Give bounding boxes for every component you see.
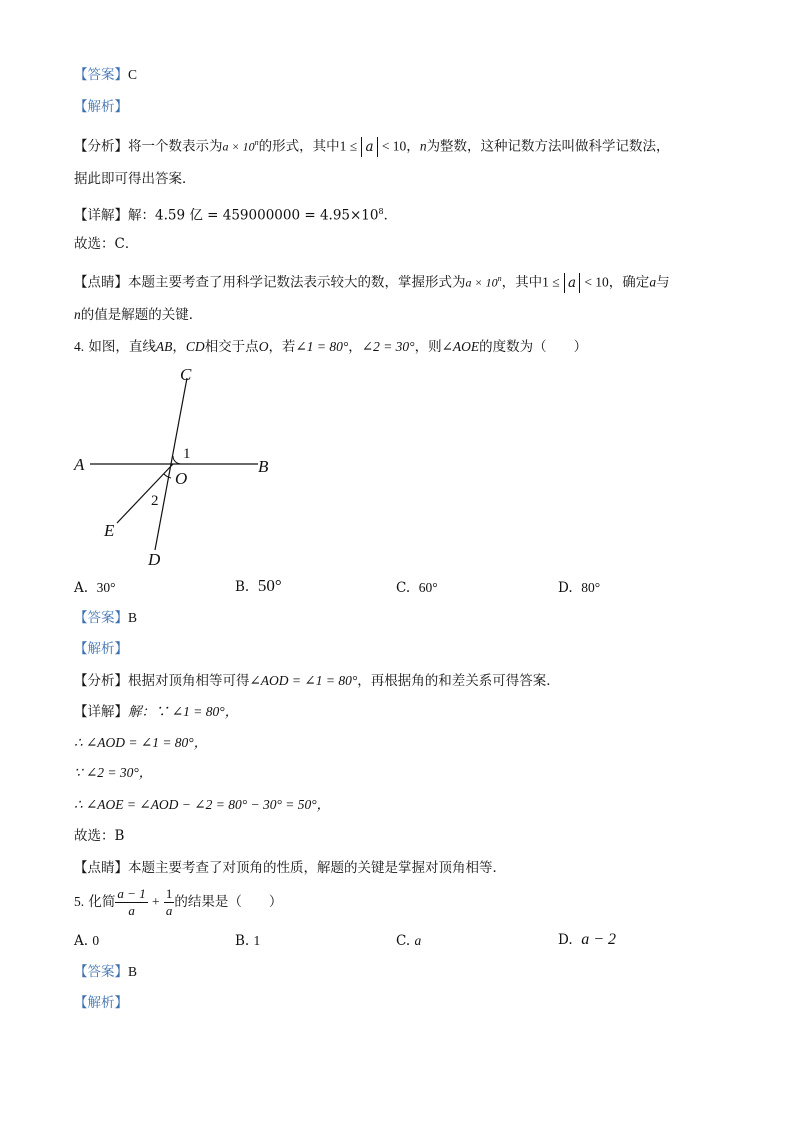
q3-dianjing-exp: n	[497, 274, 502, 283]
q4-option-b-value: 50°	[257, 576, 282, 595]
angle-1-arc	[173, 456, 181, 464]
q4-option-a-value: 30°	[96, 580, 116, 595]
q5-answer-value: B	[128, 964, 138, 979]
q3-fenxi-abs: a	[361, 137, 377, 157]
q4-stem-e: ，	[348, 339, 362, 355]
q3-detail-label: 详解	[87, 207, 115, 224]
q3-fenxi-line: 【分析】将一个数表示为$a \times 10^n$的形式，其中1 ≤ a < 10，n为整数，这种记数方法叫做科学记数法，	[74, 138, 670, 155]
q4-fenxi-text-a: 根据对顶角相等可得	[128, 673, 250, 689]
q3-fenxi-range-hi: < 10，	[381, 138, 420, 154]
q3-detail-end: ．	[383, 207, 398, 224]
label-b: B	[258, 457, 269, 476]
q5-frac1-num: a − 1	[117, 886, 146, 901]
q3-choice-line: 故选：C．	[74, 236, 139, 252]
q3-analysis-label: 解析	[87, 99, 115, 115]
q3-dianjing-abs: a	[564, 273, 580, 293]
q4-stem-cd: CD	[185, 339, 205, 354]
q3-answer-line: 【答案】C	[74, 67, 138, 83]
q4-option-c	[396, 579, 438, 597]
q5-fraction-1	[115, 886, 147, 919]
q4-stem-o: O	[258, 339, 269, 354]
q3-fenxi-line2: 据此即可得出答案．	[74, 171, 196, 187]
q4-stem-ab: AB	[155, 339, 173, 354]
q5-stem-num: 5.	[74, 894, 85, 909]
q5-option-a-value: 0	[92, 933, 100, 948]
label-a: A	[74, 455, 85, 474]
q3-fenxi-range-lo: 1 ≤	[339, 138, 358, 154]
q5-option-b	[235, 932, 260, 950]
q5-option-b-value: 1	[253, 933, 261, 948]
q5-frac2-num: 1	[165, 886, 173, 901]
q4-stem-num: 4.	[74, 339, 85, 354]
q4-stem-aoe: ∠AOE	[441, 339, 480, 354]
q4-option-d-key: D.	[558, 580, 573, 596]
q3-dianjing-line2-text: 的值是解题的关键．	[80, 307, 203, 323]
ray-oe	[117, 464, 173, 523]
q4-option-a	[74, 579, 116, 597]
q4-analysis-heading: 【解析】	[74, 641, 128, 657]
q4-fenxi-label: 分析	[87, 673, 115, 689]
q4-detail-line3: ∵ ∠2 = 30°，	[74, 765, 153, 780]
q4-choice-line: 故选：B	[74, 828, 125, 844]
q3-dianjing-text-c: 与	[656, 274, 670, 291]
q4-stem-angle2: ∠2 = 30°	[361, 339, 415, 354]
q4-stem-c: 相交于点	[204, 339, 259, 355]
q4-stem	[74, 338, 587, 356]
q4-fenxi-text-b: ，再根据角的和差关系可得答案．	[357, 673, 560, 689]
q5-option-a	[74, 932, 99, 950]
q3-fenxi-text-a: 将一个数表示为	[128, 138, 223, 155]
q5-frac2-den: a	[165, 903, 173, 918]
q3-dianjing-range-lo: 1 ≤	[542, 274, 560, 290]
label-e: E	[104, 521, 115, 540]
q4-detail-line1: 【详解】解：∵ ∠1 = 80°，	[74, 704, 239, 720]
q4-option-d-value: 80°	[581, 580, 601, 595]
label-d: D	[148, 550, 161, 569]
q3-detail-exp: 8	[378, 207, 384, 216]
q4-dianjing-text: 本题主要考查了对顶角的性质，解题的关键是掌握对顶角相等．	[128, 860, 506, 876]
q4-option-b	[235, 577, 282, 596]
q3-dianjing-range-hi: < 10，确定	[584, 274, 650, 290]
label-c: C	[180, 365, 192, 384]
q3-dianjing-text-b: ，其中	[501, 274, 543, 291]
q4-stem-f: ，则	[414, 339, 442, 355]
q3-fenxi-text-b: 的形式，其中	[258, 138, 340, 155]
q5-option-c-value: a	[414, 933, 422, 948]
q5-fraction-2	[164, 886, 175, 919]
q4-stem-d: ，若	[268, 339, 296, 355]
q5-answer-label: 答案	[87, 964, 115, 980]
q3-dianjing-line: 【点睛】本题主要考查了用科学记数法表示较大的数，掌握形式为$a \times 10^n$，其中1 ≤ a < 10，确定a与	[74, 274, 670, 291]
q3-detail-text: 解：4.59 亿 = 459000000 = 4.95×10	[128, 207, 379, 224]
q4-dianjing-line: 【点睛】本题主要考查了对顶角的性质，解题的关键是掌握对顶角相等．	[74, 860, 506, 876]
label-o: O	[175, 469, 188, 488]
q4-stem-angle1: ∠1 = 80°	[295, 339, 349, 354]
q4-detail-label: 详解	[87, 704, 115, 720]
q3-answer-value: C	[128, 67, 138, 82]
q4-geometry-figure	[70, 360, 290, 575]
q5-option-d	[558, 931, 616, 949]
q3-dianjing-label: 点睛	[87, 274, 115, 291]
q5-option-c-key: C.	[396, 933, 411, 949]
q3-dianjing-line2-n: n	[74, 307, 81, 322]
q5-option-d-value: a − 2	[581, 931, 617, 948]
q4-answer-value: B	[128, 610, 138, 625]
q5-option-d-key: D.	[558, 932, 573, 948]
q5-stem	[74, 884, 282, 920]
q5-frac1-den: a	[128, 903, 135, 918]
q5-analysis-heading: 【解析】	[74, 995, 128, 1011]
q3-fenxi-text-c: 为整数，这种记数方法叫做科学记数法，	[426, 138, 670, 155]
q5-option-a-key: A.	[74, 933, 89, 949]
q3-detail-line: 【详解】解：4.59 亿 = $459000000 = 4.95\times 10^8$．	[74, 207, 398, 224]
q3-analysis-heading: 【解析】	[74, 99, 128, 115]
q5-option-c	[396, 932, 421, 950]
q3-fenxi-sci: a × 10	[222, 139, 255, 154]
q3-dianjing-text-a: 本题主要考查了用科学记数法表示较大的数，掌握形式为	[128, 274, 466, 291]
label-1: 1	[183, 446, 191, 462]
q5-option-b-key: B.	[235, 933, 250, 949]
q4-option-a-key: A.	[74, 580, 89, 596]
q4-option-b-key: B.	[235, 579, 250, 595]
q5-stem-b: 的结果是（ ）	[174, 894, 283, 910]
q3-answer-label: 答案	[87, 67, 115, 83]
q3-fenxi-exp: n	[254, 138, 259, 147]
q5-plus: +	[152, 894, 160, 909]
label-2: 2	[151, 493, 159, 509]
q4-answer-label: 答案	[87, 610, 115, 626]
q3-fenxi-n: n	[419, 138, 427, 154]
q3-fenxi-label: 分析	[87, 138, 115, 155]
q4-stem-b: ，	[172, 339, 186, 355]
q3-dianjing-a: a	[649, 274, 657, 290]
q5-stem-a: 化简	[88, 894, 116, 910]
q4-fenxi-eq: ∠AOD = ∠1 = 80°	[249, 673, 358, 688]
q4-option-d	[558, 579, 600, 597]
q4-fenxi-line: 【分析】根据对顶角相等可得∠AOD = ∠1 = 80°，再根据角的和差关系可得答案．	[74, 673, 560, 689]
angle-2-arc	[164, 474, 171, 478]
q4-dianjing-label: 点睛	[87, 860, 115, 876]
q4-option-c-value: 60°	[418, 580, 438, 595]
q4-answer-line: 【答案】B	[74, 610, 138, 626]
q3-dianjing-line2	[74, 306, 202, 324]
q4-detail-line4: ∴ ∠AOE = ∠AOD − ∠2 = 80° − 30° = 50°，	[74, 797, 331, 812]
q5-answer-line: 【答案】B	[74, 964, 138, 980]
q4-detail-line1-text: 解：∵ ∠1 = 80°，	[128, 704, 239, 719]
q3-dianjing-sci: a × 10	[465, 275, 498, 290]
q4-detail-line2: ∴ ∠AOD = ∠1 = 80°，	[74, 735, 208, 750]
q4-stem-a: 如图，直线	[88, 339, 156, 355]
q4-stem-g: 的度数为（ ）	[479, 339, 588, 355]
q5-analysis-label: 解析	[87, 995, 115, 1011]
q4-option-c-key: C.	[396, 580, 411, 596]
q4-analysis-label: 解析	[87, 641, 115, 657]
